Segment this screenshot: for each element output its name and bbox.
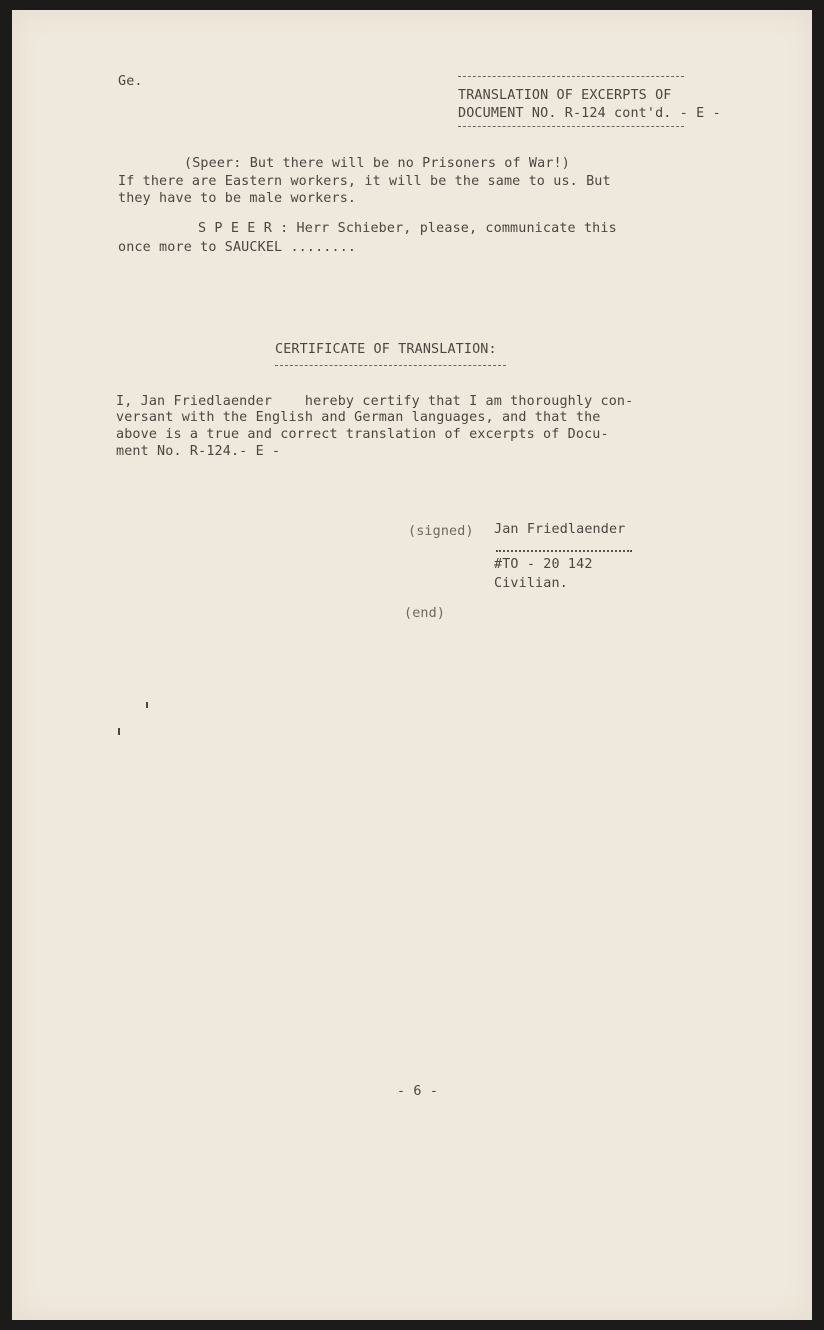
header-top-rule (458, 76, 684, 77)
certificate-heading-underline (275, 365, 506, 366)
signed-label: (signed) (408, 524, 474, 539)
certificate-heading: CERTIFICATE OF TRANSLATION: (275, 342, 497, 357)
body-paragraph2-line1: S P E E R : Herr Schieber, please, communicate this (198, 221, 617, 236)
page-number: - 6 - (397, 1084, 439, 1099)
certificate-line1: I, Jan Friedlaender hereby certify that I am thoroughly con- (116, 394, 634, 409)
stray-mark (118, 728, 120, 735)
body-paragraph2-line2: once more to SAUCKEL ........ (118, 240, 357, 255)
signatory-id: #TO - 20 142 (494, 557, 593, 572)
body-paragraph1-line1: (Speer: But there will be no Prisoners of War!) (184, 156, 570, 171)
header-bottom-rule (458, 126, 684, 127)
certificate-line2: versant with the English and German languages, and that the (116, 410, 601, 425)
header-title-line2: DOCUMENT NO. R-124 cont'd. - E - (458, 106, 721, 121)
document-reference: Ge. (118, 74, 143, 89)
body-paragraph1-line3: they have to be male workers. (118, 191, 357, 206)
document-page (12, 10, 812, 1320)
header-title-line1: TRANSLATION OF EXCERPTS OF (458, 88, 672, 103)
signatory-status: Civilian. (494, 576, 568, 591)
certificate-line4: ment No. R-124.- E - (116, 444, 281, 459)
certificate-line3: above is a true and correct translation of excerpts of Docu- (116, 427, 609, 442)
signature-dotted-line (496, 550, 632, 552)
stray-mark (146, 702, 148, 708)
end-marker: (end) (404, 606, 446, 621)
signatory-name: Jan Friedlaender (494, 522, 626, 537)
body-paragraph1-line2: If there are Eastern workers, it will be the same to us. But (118, 174, 611, 189)
